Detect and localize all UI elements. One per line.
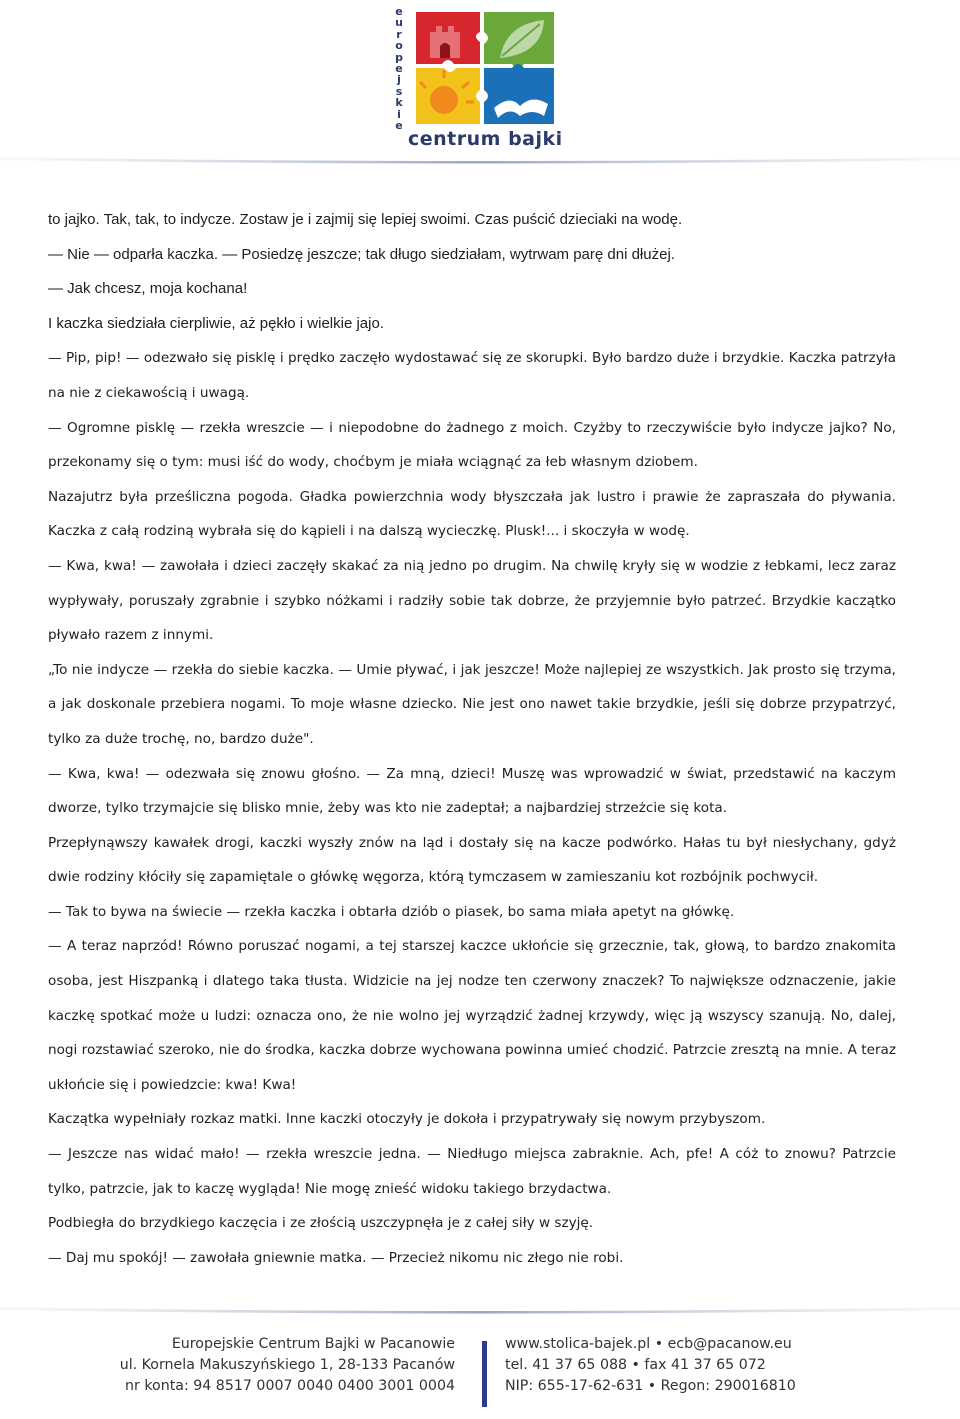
logo-letter: j <box>397 73 401 87</box>
story-paragraph: — Ogromne pisklę — rzekła wreszcie — i niepodobne do żadnego z moich. Czyżby to rzeczywiście było indycze jajko? No, przekonamy się o tym: musi iść do wody, choćbym je miała wciągnąć za łeb własnym dziobem. <box>48 419 896 471</box>
story-paragraph: — Daj mu spokój! — zawołała gniewnie matka. — Przecież nikomu nic złego nie robi. <box>48 1249 624 1266</box>
footer-line: www.stolica-bajek.pl • ecb@pacanow.eu <box>505 1336 792 1352</box>
story-paragraph: — Jak chcesz, moja kochana! <box>48 280 248 298</box>
story-paragraph: Kaczątka wypełniały rozkaz matki. Inne kaczki otoczyły je dokoła i przypatrywały się nowym przybyszom. <box>48 1111 766 1128</box>
story-paragraph: — Kwa, kwa! — odezwała się znowu głośno. — Za mną, dzieci! Muszę was wprowadzić w świat, przedstawić na kaczym dworze, tylko trzymajcie się blisko mnie, żeby was kto nie zadeptał; a najbardziej strzeżcie się kota. <box>48 765 896 817</box>
footer-separator <box>482 1341 487 1407</box>
story-text <box>48 203 896 1275</box>
puzzle-icon <box>414 8 564 126</box>
story-paragraph: „To nie indycze — rzekła do siebie kaczka. — Umie pływać, i jak jeszcze! Może najlepiej ze wszystkich. Jak prosto się trzyma, a jak doskonale przebiera nogami. To moje własne dziecko. Nie jest ono nawet takie brzydkie, jeśli się dobrze przypatrzyć, tylko za duże trochę, no, bardzo duże". <box>48 661 896 747</box>
footer-address <box>120 1334 455 1397</box>
story-paragraph: Nazajutrz była prześliczna pogoda. Gładka powierzchnia wody błyszczała jak lustro i prawie że zapraszała do pływania. Kaczka z całą rodziną wybrała się do kąpieli i na dalszą wycieczkę. Plusk!... i skoczyła w wodę. <box>48 488 896 540</box>
logo-title: centrum bajki <box>408 128 563 150</box>
logo-letter: i <box>397 107 401 121</box>
logo-letter: k <box>395 96 403 110</box>
story-paragraph: Podbiegła do brzydkiego kaczęcia i ze złością uszczypnęła je z całej siły w szyję. <box>48 1215 594 1232</box>
story-paragraph: — Nie — odparła kaczka. — Posiedzę jeszcze; tak długo siedziałam, wytrwam parę dni dłużej. <box>48 245 675 263</box>
story-paragraph: — A teraz naprzód! Równo poruszać nogami, a tej starszej kaczce ukłońcie się grzecznie, tak, głową, to bardzo znakomita osoba, jest Hiszpanką i dlatego taka tłusta. Widzicie na jej nodze ten czerwony znaczek? To największe odznaczenie, jakie kaczkę spotkać może u ludzi: oznacza ono, że nie wolno jej wyrządzić żadnej krzywdy, więc ją wszyscy szanują. No, dalej, nogi rozstawiać szeroko, nie do środka, kaczka dobrze wychowana powinna umieć chodzić. Patrzcie zresztą na mnie. A teraz ukłońcie się i powiedzcie: kwa! Kwa! <box>48 938 896 1093</box>
story-paragraph: to jajko. Tak, tak, to indycze. Zostaw je i zajmij się lepiej swoimi. Czas puścić dzieciaki na wodę. <box>48 211 683 228</box>
story-paragraph: — Jeszcze nas widać mało! — rzekła wreszcie jedna. — Niedługo miejsca zabraknie. Ach, pfe! A cóż to znowu? Patrzcie tylko, patrzcie, jak to kaczę wygląda! Nie mogę znieść widoku takiego brzydactwa. <box>48 1146 896 1197</box>
logo-letter: r <box>396 27 402 41</box>
footer-line: Europejskie Centrum Bajki w Pacanowie <box>171 1336 455 1352</box>
logo-letter: e <box>395 119 403 133</box>
logo-letter: e <box>395 62 403 76</box>
page-header <box>0 0 960 170</box>
logo-letter: p <box>395 50 403 64</box>
footer-line: tel. 41 37 65 088 • fax 41 37 65 072 <box>505 1357 766 1373</box>
logo-letter: o <box>395 39 403 53</box>
centrum-bajki-logo <box>392 4 570 154</box>
header-divider <box>0 155 960 165</box>
footer-divider <box>0 1305 960 1315</box>
logo-letter: e <box>395 5 403 18</box>
story-paragraph: — Pip, pip! — odezwało się pisklę i prędko zaczęło wydostawać się ze skorupki. Było bardzo duże i brzydkie. Kaczka patrzyła na nie z ciekawością i uwagą. <box>48 350 896 401</box>
story-paragraph: — Kwa, kwa! — zawołała i dzieci zaczęły skakać za nią jedno po drugim. Na chwilę kryły się w wodzie z łebkami, lecz zaraz wypływały, poruszały zgrabnie i szybko nóżkami i radziły sobie tak dobrze, że przyjemnie było patrzeć. Brzydkie kaczątko pływało razem z innymi. <box>48 557 896 644</box>
logo-vertical-letters <box>392 6 406 131</box>
story-paragraph: Przepłynąwszy kawałek drogi, kaczki wyszły znów na ląd i dostały się na kacze podwórko. Hałas tu był niesłychany, gdyż dwie rodziny kłóciły się zapamiętale o główkę węgorza, którą tymczasem w zamieszaniu kot rozbójnik pochwycił. <box>48 834 896 886</box>
page-footer <box>0 1305 960 1419</box>
footer-line: nr konta: 94 8517 0007 0040 0400 3001 0004 <box>124 1378 455 1394</box>
footer-line: NIP: 655-17-62-631 • Regon: 290016810 <box>505 1378 796 1394</box>
story-paragraph: I kaczka siedziała cierpliwie, aż pękło i wielkie jajo. <box>48 314 384 332</box>
logo-letter: s <box>395 84 403 98</box>
footer-contact <box>505 1334 796 1397</box>
logo-letter: u <box>395 16 403 30</box>
story-paragraph: — Tak to bywa na świecie — rzekła kaczka i obtarła dziób o piasek, bo sama miała apetyt na główkę. <box>48 903 735 920</box>
footer-line: ul. Kornela Makuszyńskiego 1, 28-133 Pacanów <box>119 1357 455 1373</box>
